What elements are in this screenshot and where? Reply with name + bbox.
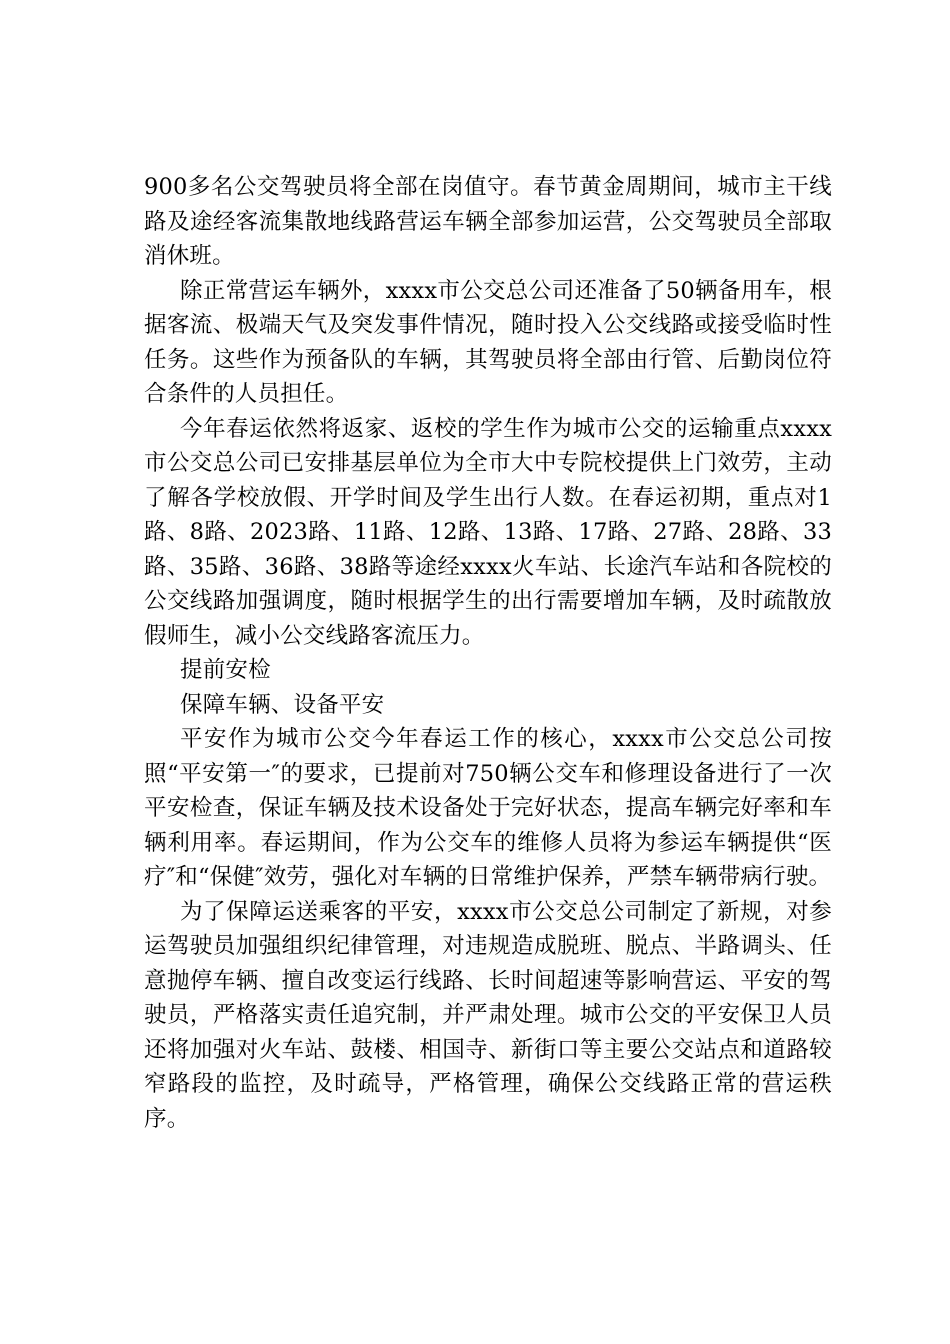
paragraph: 今年春运依然将返家、返校的学生作为城市公交的运输重点xxxx市公交总公司已安排基层单位为全市大中专院校提供上门效劳，主动了解各学校放假、开学时间及学生出行人数。在春运初期，重点对1路、8路、2023路、11路、12路、13路、17路、27路、28路、33路、35路、36路、38路等途经xxxx火车站、长途汽车站和各院校的公交线路加强调度，随时根据学生的出行需要增加车辆，及时疏散放假师生，减小公交线路客流压力。	[144, 415, 832, 649]
document-body	[144, 170, 832, 1136]
section-heading: 提前安检	[180, 657, 271, 683]
paragraph: 900多名公交驾驶员将全部在岗值守。春节黄金周期间，城市主干线路及途经客流集散地线路营运车辆全部参加运营，公交驾驶员全部取消休班。	[144, 174, 832, 269]
paragraph: 为了保障运送乘客的平安，xxxx市公交总公司制定了新规，对参运驾驶员加强组织纪律管理，对违规造成脱班、脱点、半路调头、任意抛停车辆、擅自改变运行线路、长时间超速等影响营运、平安的驾驶员，严格落实责任追究制，并严肃处理。城市公交的平安保卫人员还将加强对火车站、鼓楼、相国寺、新街口等主要公交站点和道路较窄路段的监控，及时疏导，严格管理，确保公交线路正常的营运秩序。	[144, 898, 832, 1132]
paragraph: 除正常营运车辆外，xxxx市公交总公司还准备了50辆备用车，根据客流、极端天气及突发事件情况，随时投入公交线路或接受临时性任务。这些作为预备队的车辆，其驾驶员将全部由行管、后勤岗位符合条件的人员担任。	[144, 277, 832, 407]
paragraph: 平安作为城市公交今年春运工作的核心，xxxx市公交总公司按照“平安第一″的要求，已提前对750辆公交车和修理设备进行了一次平安检查，保证车辆及技术设备处于完好状态，提高车辆完好率和车辆利用率。春运期间，作为公交车的维修人员将为参运车辆提供“医疗″和“保健″效劳，强化对车辆的日常维护保养，严禁车辆带病行驶。	[144, 726, 832, 890]
section-subheading: 保障车辆、设备平安	[180, 691, 385, 718]
